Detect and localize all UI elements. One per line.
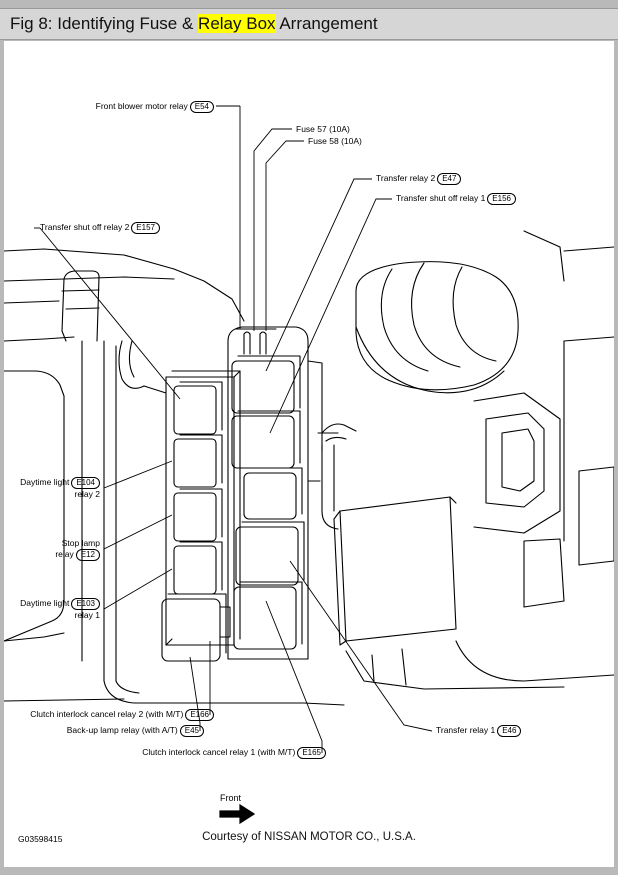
- callout-text: Transfer relay 2: [376, 173, 436, 183]
- figure-titlebar: [0, 8, 618, 40]
- callout-text: Clutch interlock cancel relay 1 (with M/T): [142, 747, 296, 757]
- front-direction-label: Front: [220, 793, 242, 803]
- callout-text: Transfer shut off relay 2: [40, 222, 130, 232]
- callout-clutch-interlock-cancel-relay-2: [4, 709, 214, 721]
- callout-code: E12: [76, 549, 100, 561]
- callout-clutch-interlock-cancel-relay-1: [104, 747, 326, 759]
- fuse-relay-box-illustration: [4, 41, 614, 867]
- callout-daytime-light-relay-1: [4, 598, 100, 621]
- callout-code: E156: [487, 193, 516, 205]
- callout-code: E46: [497, 725, 521, 737]
- callout-text: Fuse 57 (10A): [296, 124, 350, 134]
- callout-stop-lamp-relay: [4, 538, 100, 561]
- callout-text: Daytime light: [20, 477, 70, 487]
- callout-daytime-light-relay-2: [4, 477, 100, 500]
- callout-text: Back-up lamp relay (with A/T): [66, 725, 178, 735]
- title-post: Arrangement: [275, 14, 378, 33]
- callout-text: Transfer shut off relay 1: [396, 193, 486, 203]
- callout-text-line2: relay 2: [74, 489, 100, 499]
- callout-code: E103: [71, 598, 100, 610]
- callout-fuse-57: [296, 124, 350, 135]
- callout-code: E47: [437, 173, 461, 185]
- callout-fuse-58: [308, 136, 362, 147]
- callout-text: Fuse 58 (10A): [308, 136, 362, 146]
- callout-transfer-relay-2: [376, 173, 461, 185]
- diagram-canvas: [4, 41, 614, 867]
- callout-transfer-relay-1: [436, 725, 521, 737]
- callout-text: Front blower motor relay: [95, 101, 188, 111]
- callout-transfer-shut-off-relay-2: [40, 222, 160, 234]
- callout-code: E166: [185, 709, 214, 721]
- figure-code: G03598415: [18, 834, 63, 844]
- callout-text-line2: relay: [55, 549, 74, 559]
- callout-code: E104: [71, 477, 100, 489]
- callout-text: Stop lamp: [61, 538, 100, 548]
- callout-code: E165: [297, 747, 326, 759]
- callout-code: E54: [190, 101, 214, 113]
- callout-text: Transfer relay 1: [436, 725, 496, 735]
- callout-code: E45: [180, 725, 204, 737]
- callout-front-blower-motor-relay: [28, 101, 214, 113]
- callout-text-line2: relay 1: [74, 610, 100, 620]
- title-pre: Fig 8: Identifying Fuse &: [10, 14, 199, 33]
- callout-back-up-lamp-relay: [4, 725, 204, 737]
- page-title: [10, 14, 378, 34]
- callout-text: Clutch interlock cancel relay 2 (with M/T): [30, 709, 184, 719]
- courtesy-note: Courtesy of NISSAN MOTOR CO., U.S.A.: [202, 831, 416, 843]
- callout-text: Daytime light: [20, 598, 70, 608]
- callout-transfer-shut-off-relay-1: [396, 193, 516, 205]
- title-highlight: Relay Box: [198, 14, 276, 33]
- callout-code: E157: [131, 222, 160, 234]
